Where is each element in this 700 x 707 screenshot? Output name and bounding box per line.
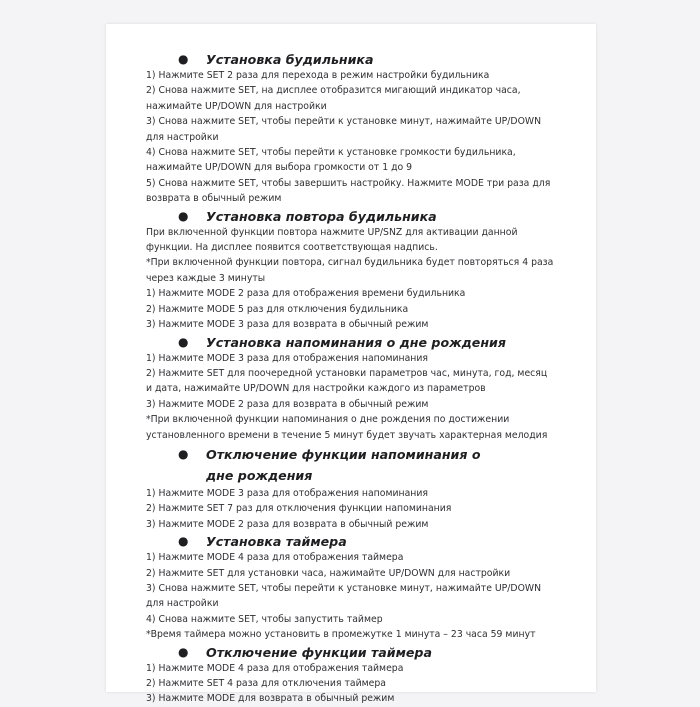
text-line: 2) Нажмите SET 4 раза для отключения таймера — [146, 678, 386, 689]
text-line: При включенной функции повтора нажмите UP/SNZ для активации данной — [146, 226, 518, 238]
text-line: *Время таймера можно установить в промежутке 1 минута – 23 часа 59 минут — [146, 629, 536, 641]
text-line: *При включенной функции повтора, сигнал будильника будет повторяться 4 раза — [146, 257, 554, 269]
text-line: через каждые 3 минуты — [146, 272, 266, 284]
bullet-icon: ● — [178, 644, 189, 659]
text-line: 4) Снова нажмите SET, чтобы перейти к установке громкости будильника, — [146, 147, 516, 159]
heading-text: Установка будильника — [206, 52, 374, 67]
section-birthday-disable — [146, 444, 566, 532]
bullet-icon: ● — [178, 534, 189, 549]
section-heading — [178, 334, 566, 351]
text-line: для настройки — [146, 598, 219, 610]
text-line: 1) Нажмите SET 2 раза для перехода в режим настройки будильника — [146, 70, 490, 81]
section-heading — [178, 51, 566, 68]
instruction-text — [146, 50, 566, 707]
heading-text: Отключение функции напоминания о дне рождения — [206, 446, 481, 483]
text-line: 1) Нажмите MODE 3 раза для отображения напоминания — [146, 352, 428, 364]
text-line: 2) Нажмите SET для установки часа, нажимайте UP/DOWN для настройки — [146, 567, 511, 579]
text-line: 2) Нажмите SET для поочередной установки параметров час, минута, год, месяц — [146, 367, 548, 379]
section-heading — [178, 208, 566, 225]
section-alarm-repeat — [146, 208, 566, 333]
section-heading — [178, 644, 566, 661]
text-line: возврата в обычный режим — [146, 193, 282, 205]
text-line: 1) Нажмите MODE 2 раза для отображения времени будильника — [146, 288, 466, 300]
text-line: нажимайте UP/DOWN для выбора громкости от 1 до 9 — [146, 162, 413, 174]
text-line: 1) Нажмите MODE 3 раза для отображения напоминания — [146, 487, 428, 499]
text-line: 1) Нажмите MODE 4 раза для отображения таймера — [146, 662, 404, 674]
text-line: 5) Снова нажмите SET, чтобы завершить настройку. Нажмите MODE три раза для — [146, 177, 551, 189]
heading-text: Установка повтора будильника — [206, 208, 437, 224]
text-line: 2) Нажмите MODE 5 раз для отключения будильника — [146, 303, 409, 315]
text-line: 2) Снова нажмите SET, на дисплее отобразится мигающий индикатор часа, — [146, 85, 521, 97]
heading-text: Отключение функции таймера — [206, 644, 432, 660]
bullet-icon: ● — [178, 52, 189, 66]
text-line: 3) Снова нажмите SET, чтобы перейти к установке минут, нажимайте UP/DOWN — [146, 116, 542, 128]
text-line: 1) Нажмите MODE 4 раза для отображения таймера — [146, 552, 404, 564]
text-line: 3) Нажмите MODE 2 раза для возврата в обычный режим — [146, 398, 429, 410]
heading-text: Установка таймера — [206, 534, 347, 550]
text-line: функции. На дисплее появится соответствующая надпись. — [146, 242, 438, 254]
heading-text: Установка напоминания о дне рождения — [206, 334, 506, 350]
text-line: установленного времени в течение 5 минут будет звучать характерная мелодия — [146, 429, 548, 441]
text-line: 4) Снова нажмите SET, чтобы запустить таймер — [146, 613, 383, 625]
bullet-icon: ● — [178, 334, 189, 349]
section-alarm-setup — [146, 51, 566, 207]
section-heading — [178, 533, 566, 550]
text-line: *При включенной функции напоминания о дне рождения по достижении — [146, 414, 510, 426]
text-line: 3) Нажмите MODE 3 раза для возврата в обычный режим — [146, 319, 429, 331]
bullet-icon: ● — [178, 446, 189, 461]
text-line: 3) Нажмите MODE для возврата в обычный режим — [146, 693, 395, 705]
section-birthday-reminder — [146, 334, 566, 443]
section-heading — [178, 444, 566, 486]
section-timer-disable — [146, 644, 566, 707]
text-line: 3) Нажмите MODE 2 раза для возврата в обычный режим — [146, 518, 429, 530]
bullet-icon: ● — [178, 208, 189, 223]
text-line: 2) Нажмите SET 7 раз для отключения функции напоминания — [146, 503, 452, 515]
text-line: и дата, нажимайте UP/DOWN для настройки каждого из параметров — [146, 383, 486, 395]
text-line: нажимайте UP/DOWN для настройки — [146, 100, 327, 112]
section-timer-setup — [146, 533, 566, 642]
text-line: для настройки — [146, 131, 219, 143]
text-line: 3) Снова нажмите SET, чтобы перейти к установке минут, нажимайте UP/DOWN — [146, 582, 542, 594]
